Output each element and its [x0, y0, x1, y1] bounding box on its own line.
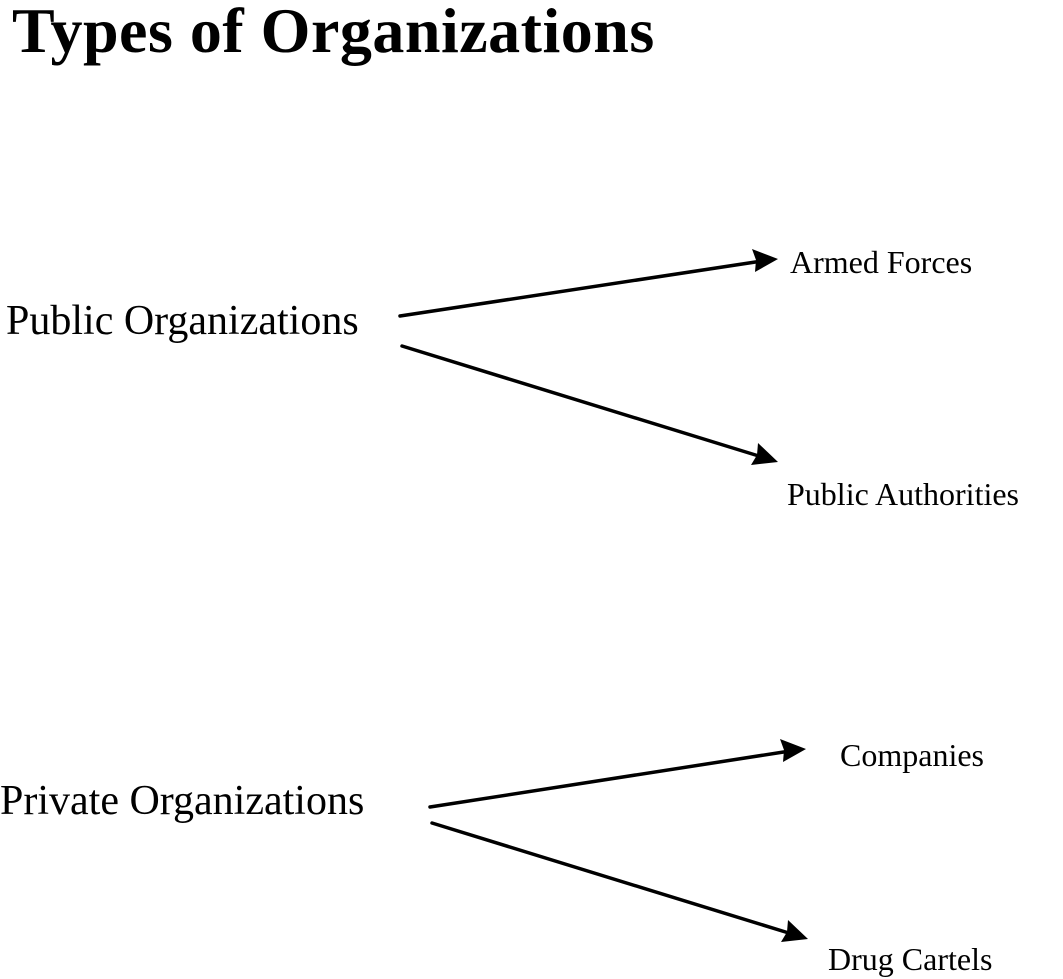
arrow-public-to-armed-forces [400, 261, 762, 316]
arrow-private-to-drug-cartels [432, 823, 792, 934]
arrow-private-to-companies [430, 751, 790, 807]
page-title: Types of Organizations [12, 0, 655, 66]
node-drug-cartels: Drug Cartels [828, 941, 993, 977]
node-armed-forces: Armed Forces [790, 244, 973, 280]
node-public-organizations: Public Organizations [6, 298, 359, 344]
node-public-authorities: Public Authorities [787, 476, 1019, 512]
arrow-public-to-public-authorities [402, 346, 762, 457]
node-companies: Companies [840, 737, 984, 773]
node-private-organizations: Private Organizations [0, 778, 365, 824]
